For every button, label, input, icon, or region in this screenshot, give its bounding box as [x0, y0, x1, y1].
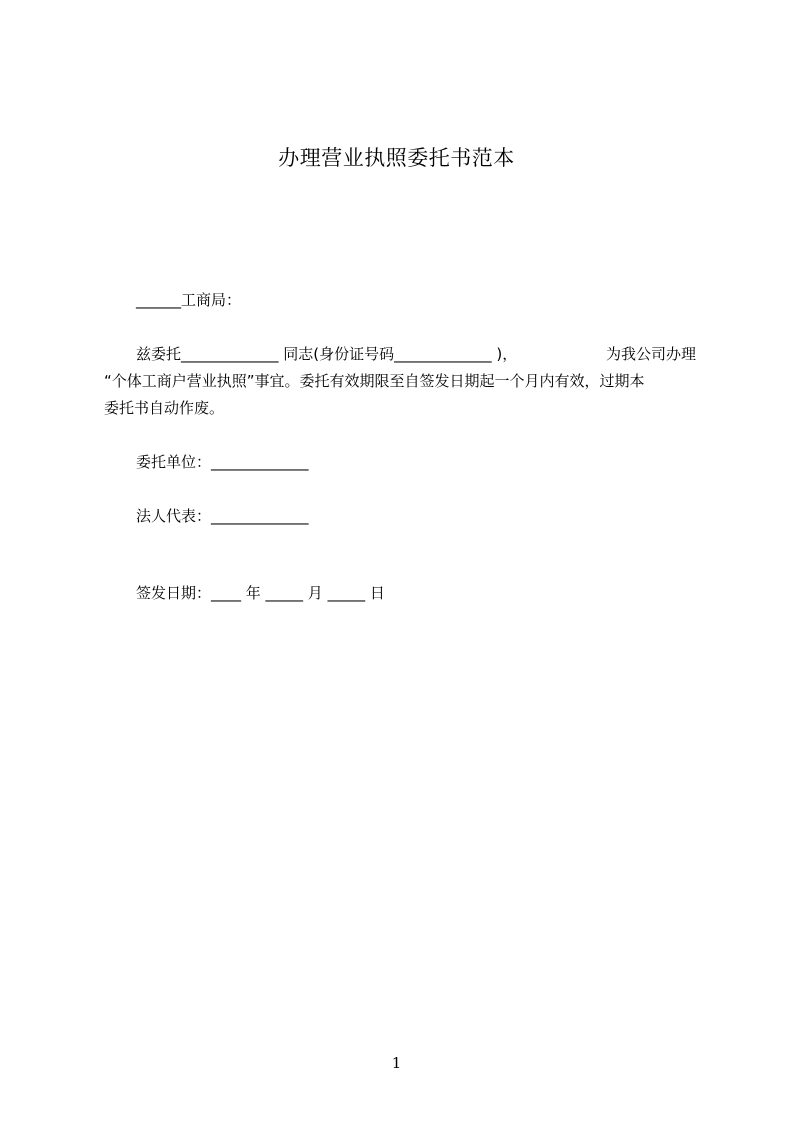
body-line-2: “个体工商户营业执照”事宜。委托有效期限至自签发日期起一个月内有效，过期本 — [104, 372, 645, 390]
unit-field: 委托单位：_____________ — [136, 453, 309, 471]
page-number: 1 — [391, 1054, 402, 1072]
issue-date-field: 签发日期：____ 年 _____ 月 _____ 日 — [136, 584, 385, 602]
body-line-3: 委托书自动作废。 — [104, 399, 225, 417]
body-line-1-right: 为我公司办理 — [606, 345, 697, 363]
representative-field: 法人代表：_____________ — [136, 507, 309, 525]
body-line-1 — [136, 341, 706, 367]
document-title: 办理营业执照委托书范本 — [278, 146, 515, 170]
addressee-line: ______工商局： — [136, 291, 242, 309]
body-line-1-left: 兹委托_____________ 同志(身份证号码_____________ )， — [136, 345, 518, 363]
